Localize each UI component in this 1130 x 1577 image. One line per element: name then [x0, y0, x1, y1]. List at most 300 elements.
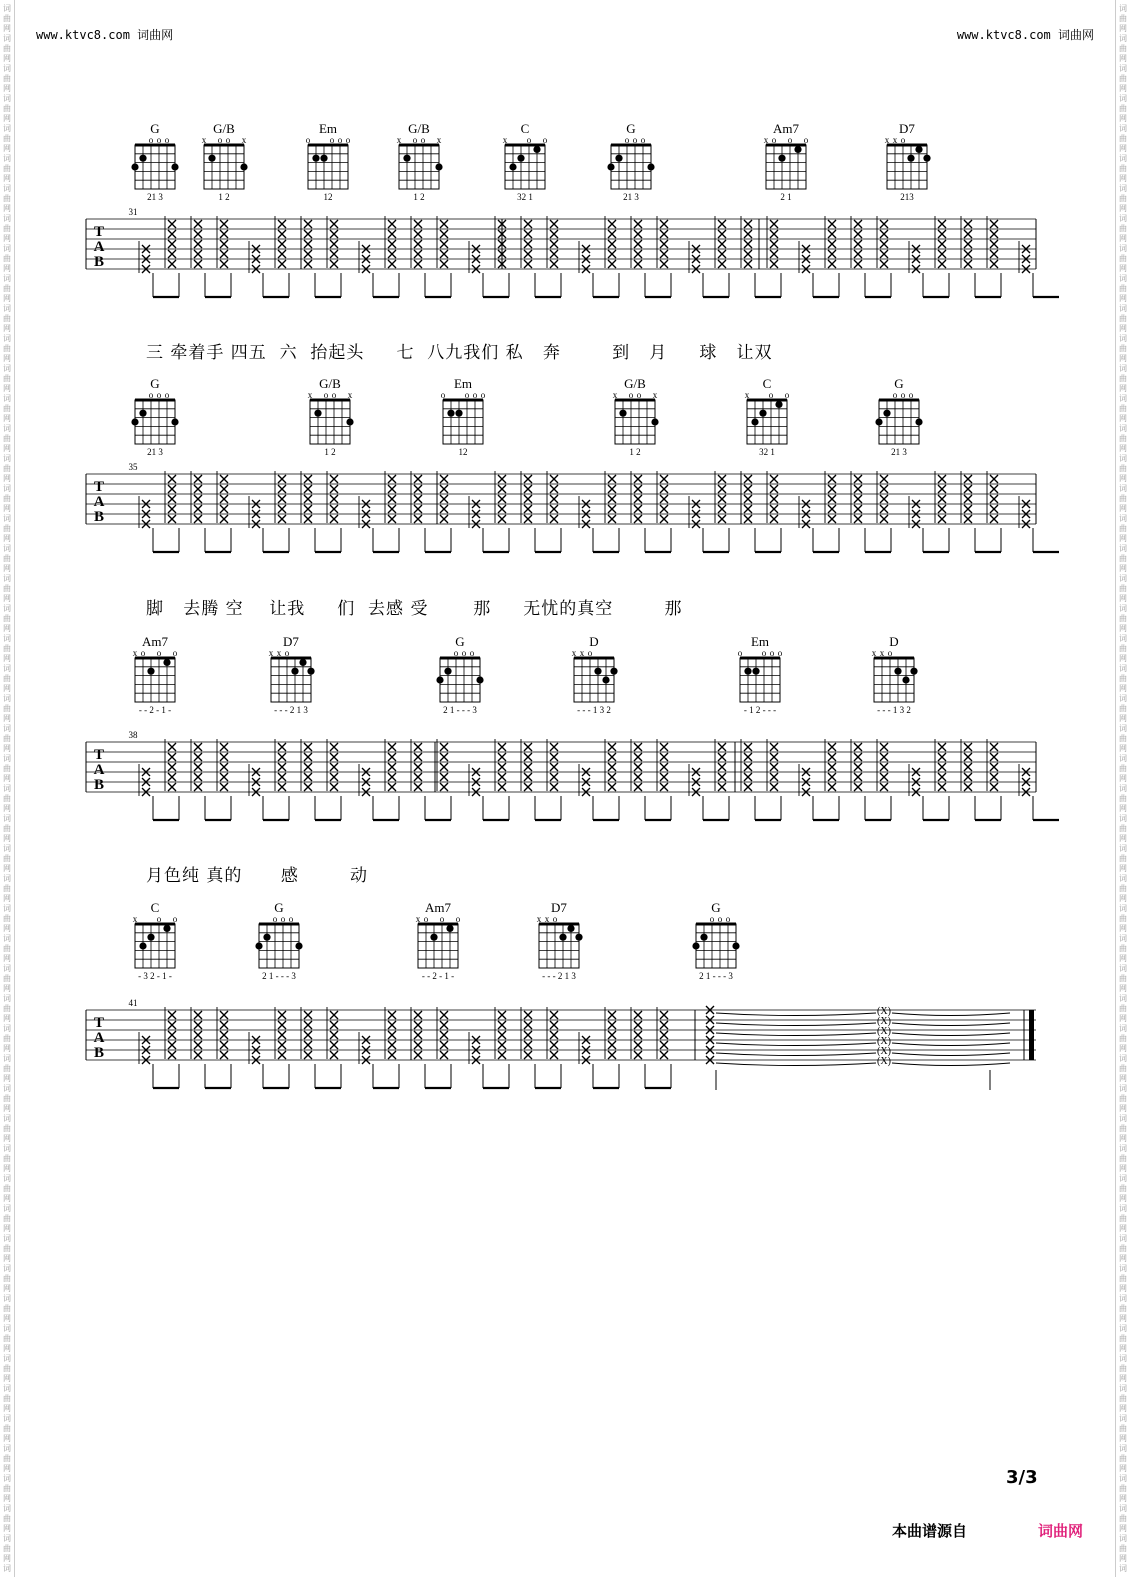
strum-x: [414, 753, 422, 761]
watermark-char: 曲: [3, 224, 11, 233]
strum-x: [524, 250, 532, 258]
chord-name: Am7: [773, 121, 799, 136]
strum-x: [744, 475, 752, 483]
strum-x: [744, 220, 752, 228]
strum-x: [524, 260, 532, 268]
string-mark: x: [536, 914, 542, 924]
string-mark: o: [777, 648, 783, 658]
strum-x: [440, 773, 448, 781]
chord-dot: [509, 163, 516, 170]
chord-grid: [308, 145, 348, 189]
strum-x: [964, 515, 972, 523]
watermark-char: 网: [1119, 1494, 1127, 1503]
strum-x: [168, 475, 176, 483]
chord-dot: [147, 668, 154, 675]
strum-x: [744, 260, 752, 268]
strum-x: [388, 1011, 396, 1019]
strum-x: [938, 230, 946, 238]
strum-x: [304, 240, 312, 248]
watermark-char: 词: [1119, 4, 1127, 13]
tab-clef-letter: B: [93, 777, 105, 793]
watermark-char: 词: [1119, 64, 1127, 73]
strum-x: [524, 1031, 532, 1039]
watermark-char: 网: [1119, 1554, 1127, 1563]
watermark-char: 词: [1119, 1114, 1127, 1123]
string-mark: o: [288, 914, 294, 924]
string-mark: o: [331, 390, 337, 400]
strum-x: [498, 1041, 506, 1049]
watermark-char: 曲: [3, 1454, 11, 1463]
strum-x: [990, 753, 998, 761]
strum-x: [744, 240, 752, 248]
watermark-char: 曲: [3, 974, 11, 983]
strum-x: [770, 753, 778, 761]
watermark-char: 曲: [3, 314, 11, 323]
strum-x: [414, 783, 422, 791]
strum-x: [168, 743, 176, 751]
watermark-char: 词: [1119, 1414, 1127, 1423]
strum-x: [220, 1051, 228, 1059]
strum-x: [608, 783, 616, 791]
strum-x: [660, 763, 668, 771]
strum-x: [550, 505, 558, 513]
string-mark: o: [892, 390, 898, 400]
chord-fingering: - - - 2 1 3: [274, 705, 308, 715]
watermark-char: 网: [3, 204, 11, 213]
string-mark: o: [464, 390, 470, 400]
chord-dot: [915, 418, 922, 425]
strum-x: [938, 260, 946, 268]
strum-x: [330, 505, 338, 513]
strum-x: [414, 495, 422, 503]
string-mark: o: [461, 648, 467, 658]
strum-x: [194, 240, 202, 248]
strum-x: [388, 240, 396, 248]
strum-x: [938, 505, 946, 513]
watermark-char: 词: [1119, 244, 1127, 253]
watermark-char: 词: [3, 244, 11, 253]
watermark-char: 曲: [1119, 1124, 1127, 1133]
watermark-char: 网: [3, 24, 11, 33]
watermark-char: 词: [1119, 994, 1127, 1003]
string-mark: o: [284, 648, 290, 658]
watermark-char: 曲: [3, 1484, 11, 1493]
strum-x: [440, 250, 448, 258]
strum-x: [770, 505, 778, 513]
tab-clef-letter: T: [93, 1015, 105, 1031]
watermark-char: 曲: [3, 1154, 11, 1163]
watermark-char: 曲: [3, 44, 11, 53]
watermark-char: 词: [1119, 394, 1127, 403]
watermark-char: 曲: [1119, 1454, 1127, 1463]
watermark-char: 曲: [1119, 134, 1127, 143]
watermark-char: 网: [1119, 324, 1127, 333]
strum-x: [304, 515, 312, 523]
strum-x: [938, 220, 946, 228]
strum-x: [854, 515, 862, 523]
watermark-char: 曲: [3, 644, 11, 653]
chord-fingering: 1 2: [629, 447, 641, 457]
strum-x: [608, 250, 616, 258]
watermark-char: 网: [3, 444, 11, 453]
string-mark: o: [323, 390, 329, 400]
watermark-char: 词: [1119, 574, 1127, 583]
string-mark: x: [884, 135, 890, 145]
chord-fingering: 213: [900, 192, 914, 202]
strum-x: [304, 1051, 312, 1059]
chord-fingering: - - - 1 3 2: [577, 705, 611, 715]
watermark-char: 词: [1119, 454, 1127, 463]
watermark-char: 网: [3, 1254, 11, 1263]
chord-name: Em: [750, 634, 770, 649]
string-mark: o: [329, 135, 335, 145]
chord-dot: [403, 155, 410, 162]
strum-x: [964, 240, 972, 248]
strum-x: [414, 1031, 422, 1039]
strum-x: [330, 1041, 338, 1049]
string-mark: o: [526, 135, 532, 145]
watermark-char: 网: [1119, 84, 1127, 93]
watermark-char: 网: [1119, 1164, 1127, 1173]
string-mark: o: [771, 135, 777, 145]
watermark-char: 网: [1119, 384, 1127, 393]
watermark-char: 词: [1119, 1084, 1127, 1093]
watermark-char: 曲: [3, 794, 11, 803]
strum-x: [414, 1011, 422, 1019]
strum-x: [304, 1041, 312, 1049]
watermark-char: 词: [3, 634, 11, 643]
strum-x: [304, 753, 312, 761]
chord-dot: [751, 418, 758, 425]
strum-x: [550, 1021, 558, 1029]
watermark-char: 网: [3, 924, 11, 933]
watermark-char: 网: [1119, 714, 1127, 723]
watermark-char: 曲: [3, 1184, 11, 1193]
strum-x: [660, 515, 668, 523]
watermark-char: 网: [3, 864, 11, 873]
watermark-char: 词: [1119, 1174, 1127, 1183]
strum-x: [440, 260, 448, 268]
strum-x: [938, 240, 946, 248]
strum-x: [524, 763, 532, 771]
watermark-char: 网: [1119, 504, 1127, 513]
watermark-char: 词: [3, 1264, 11, 1273]
strum-x: [304, 250, 312, 258]
chord-dot: [883, 410, 890, 417]
watermark-char: 网: [1119, 804, 1127, 813]
strum-x: [550, 1031, 558, 1039]
watermark-char: 网: [1119, 174, 1127, 183]
watermark-char: 词: [1119, 1324, 1127, 1333]
chord-grid: [259, 924, 299, 968]
watermark-char: 词: [3, 1564, 11, 1573]
strum-x: [220, 1011, 228, 1019]
watermark-char: 词: [1119, 1264, 1127, 1273]
chord-dot: [894, 668, 901, 675]
chord-name: Am7: [425, 900, 451, 915]
strum-x: [634, 1011, 642, 1019]
strum-x: [634, 475, 642, 483]
watermark-char: 网: [3, 894, 11, 903]
strum-x: [414, 220, 422, 228]
lyrics-line-3: 月色纯 真的 感 动: [146, 866, 369, 886]
strum-x: [770, 763, 778, 771]
watermark-char: 词: [3, 94, 11, 103]
chord-dot: [594, 668, 601, 675]
watermark-char: 词: [1119, 124, 1127, 133]
watermark-char: 词: [1119, 364, 1127, 373]
watermark-char: 词: [3, 1384, 11, 1393]
watermark-char: 网: [3, 804, 11, 813]
strum-x: [414, 763, 422, 771]
watermark-char: 网: [3, 54, 11, 63]
strum-x: [330, 495, 338, 503]
string-mark: o: [164, 390, 170, 400]
page-number: 3/3: [1006, 1467, 1038, 1488]
tie-curve: [716, 1053, 876, 1056]
watermark-char: 词: [3, 1534, 11, 1543]
final-bar-thick: [1029, 1010, 1034, 1060]
strum-x: [440, 1011, 448, 1019]
strum-x: [524, 1021, 532, 1029]
watermark-char: 曲: [1119, 434, 1127, 443]
strum-x: [990, 485, 998, 493]
strum-x: [744, 763, 752, 771]
strum-x: [220, 230, 228, 238]
watermark-char: 词: [3, 1024, 11, 1033]
watermark-char: 曲: [3, 1124, 11, 1133]
chord-name: G: [150, 376, 160, 391]
watermark-char: 词: [3, 814, 11, 823]
strum-x: [634, 1041, 642, 1049]
strum-x: [550, 260, 558, 268]
strum-x: [550, 753, 558, 761]
strum-x: [634, 753, 642, 761]
strum-x: [330, 1051, 338, 1059]
string-mark: o: [636, 390, 642, 400]
strum-x: [278, 763, 286, 771]
chord-dot: [139, 942, 146, 949]
string-mark: x: [415, 914, 421, 924]
lyrics-line-2: 脚 去腾 空 让我 们 去感 受 那 无忧的真空 那: [146, 599, 683, 619]
string-mark: o: [148, 390, 154, 400]
strum-x: [854, 753, 862, 761]
watermark-char: 曲: [3, 464, 11, 473]
watermark-char: 网: [3, 954, 11, 963]
watermark-char: 曲: [1119, 1274, 1127, 1283]
watermark-char: 曲: [1119, 794, 1127, 803]
watermark-char: 曲: [1119, 1394, 1127, 1403]
chord-dot: [131, 163, 138, 170]
watermark-char: 网: [3, 834, 11, 843]
strum-x: [388, 515, 396, 523]
strum-x: [770, 250, 778, 258]
strum-x: [278, 1021, 286, 1029]
strum-x: [828, 475, 836, 483]
strum-x: [168, 1051, 176, 1059]
string-mark: x: [201, 135, 207, 145]
chord-dot: [476, 676, 483, 683]
watermark-char: 网: [1119, 294, 1127, 303]
strum-x: [718, 743, 726, 751]
strum-x: [194, 783, 202, 791]
strum-x: [168, 485, 176, 493]
chord-fingering: 1 2: [324, 447, 336, 457]
watermark-char: 词: [1119, 814, 1127, 823]
watermark-char: 词: [3, 214, 11, 223]
watermark-char: 词: [3, 1414, 11, 1423]
watermark-char: 网: [1119, 1254, 1127, 1263]
watermark-char: 曲: [1119, 404, 1127, 413]
chord-dot: [602, 676, 609, 683]
strum-x: [550, 1051, 558, 1059]
watermark-char: 网: [1119, 264, 1127, 273]
watermark-char: 曲: [1119, 104, 1127, 113]
watermark-char: 词: [3, 844, 11, 853]
strum-x: [880, 260, 888, 268]
chord-dot: [307, 668, 314, 675]
string-mark: x: [892, 135, 898, 145]
strum-x: [828, 260, 836, 268]
watermark-char: 网: [1119, 894, 1127, 903]
watermark-char: 曲: [3, 134, 11, 143]
watermark-char: 词: [1119, 844, 1127, 853]
watermark-char: 网: [1119, 414, 1127, 423]
watermark-char: 网: [3, 264, 11, 273]
strum-x: [770, 240, 778, 248]
watermark-char: 词: [3, 964, 11, 973]
watermark-char: 曲: [1119, 1424, 1127, 1433]
watermark-char: 词: [1119, 484, 1127, 493]
watermark-char: 网: [3, 1314, 11, 1323]
strum-x: [718, 505, 726, 513]
string-mark: o: [587, 648, 593, 658]
watermark-char: 曲: [1119, 1244, 1127, 1253]
watermark-char: 网: [3, 354, 11, 363]
strum-x: [990, 515, 998, 523]
strum-x: [388, 1031, 396, 1039]
string-mark: o: [172, 648, 178, 658]
watermark-char: 网: [3, 1284, 11, 1293]
strum-x: [304, 230, 312, 238]
strum-x: [168, 220, 176, 228]
watermark-char: 网: [3, 564, 11, 573]
chord-dot: [615, 155, 622, 162]
strum-x: [168, 763, 176, 771]
strum-x: [608, 1021, 616, 1029]
strum-x: [854, 485, 862, 493]
chord-dot: [455, 410, 462, 417]
chord-dot: [692, 942, 699, 949]
chord-dot: [923, 155, 930, 162]
chord-dot: [700, 934, 707, 941]
strum-x: [524, 1051, 532, 1059]
strum-x: [718, 485, 726, 493]
strum-x: [168, 1041, 176, 1049]
strum-x: [964, 475, 972, 483]
strum-x: [608, 1031, 616, 1039]
strum-x: [194, 260, 202, 268]
watermark-char: 网: [3, 504, 11, 513]
strum-x: [854, 220, 862, 228]
watermark-char: 网: [1119, 1224, 1127, 1233]
strum-x: [330, 240, 338, 248]
watermark-char: 曲: [3, 704, 11, 713]
watermark-char: 词: [1119, 874, 1127, 883]
strum-x: [168, 773, 176, 781]
watermark-char: 网: [1119, 1044, 1127, 1053]
string-mark: o: [440, 390, 446, 400]
strum-x: [330, 753, 338, 761]
watermark-char: 网: [3, 114, 11, 123]
string-mark: x: [436, 135, 442, 145]
strum-x: [608, 743, 616, 751]
strum-x: [964, 230, 972, 238]
watermark-char: 网: [1119, 24, 1127, 33]
watermark-char: 曲: [3, 1244, 11, 1253]
watermark-char: 曲: [3, 104, 11, 113]
strum-x: [744, 495, 752, 503]
watermark-char: 词: [3, 1144, 11, 1153]
watermark-char: 曲: [1119, 44, 1127, 53]
strum-x: [770, 475, 778, 483]
watermark-char: 网: [1119, 534, 1127, 543]
strum-x: [990, 250, 998, 258]
watermark-char: 曲: [3, 1394, 11, 1403]
strum-x: [194, 495, 202, 503]
watermark-char: 曲: [1119, 524, 1127, 533]
strum-x: [524, 743, 532, 751]
string-mark: x: [132, 648, 138, 658]
watermark-char: 词: [1119, 1204, 1127, 1213]
watermark-char: 曲: [1119, 314, 1127, 323]
watermark-char: 曲: [3, 1274, 11, 1283]
chord-grid: [740, 658, 780, 702]
strum-x: [854, 240, 862, 248]
strum-x: [964, 495, 972, 503]
chord-grid: [443, 400, 483, 444]
strum-x: [744, 783, 752, 791]
strum-x: [524, 773, 532, 781]
watermark-char: 词: [3, 364, 11, 373]
strum-x: [718, 260, 726, 268]
chord-name: D7: [899, 121, 915, 136]
strum-x: [634, 763, 642, 771]
chord-fingering: 32 1: [759, 447, 775, 457]
watermark-char: 词: [1119, 634, 1127, 643]
tied-x: (X): [877, 1016, 891, 1027]
strum-x: [304, 1011, 312, 1019]
strum-x: [414, 505, 422, 513]
watermark-char: 曲: [1119, 194, 1127, 203]
strum-x: [608, 220, 616, 228]
strum-x: [440, 485, 448, 493]
strum-x: [854, 230, 862, 238]
strum-x: [194, 753, 202, 761]
strum-x: [440, 763, 448, 771]
strum-x: [304, 763, 312, 771]
strum-x: [278, 475, 286, 483]
strum-x: [550, 515, 558, 523]
strum-x: [550, 495, 558, 503]
strum-x: [278, 250, 286, 258]
string-mark: o: [423, 914, 429, 924]
chord-dot: [902, 676, 909, 683]
watermark-char: 曲: [1119, 1034, 1127, 1043]
strum-x: [304, 773, 312, 781]
strum-x: [524, 753, 532, 761]
string-mark: o: [455, 914, 461, 924]
